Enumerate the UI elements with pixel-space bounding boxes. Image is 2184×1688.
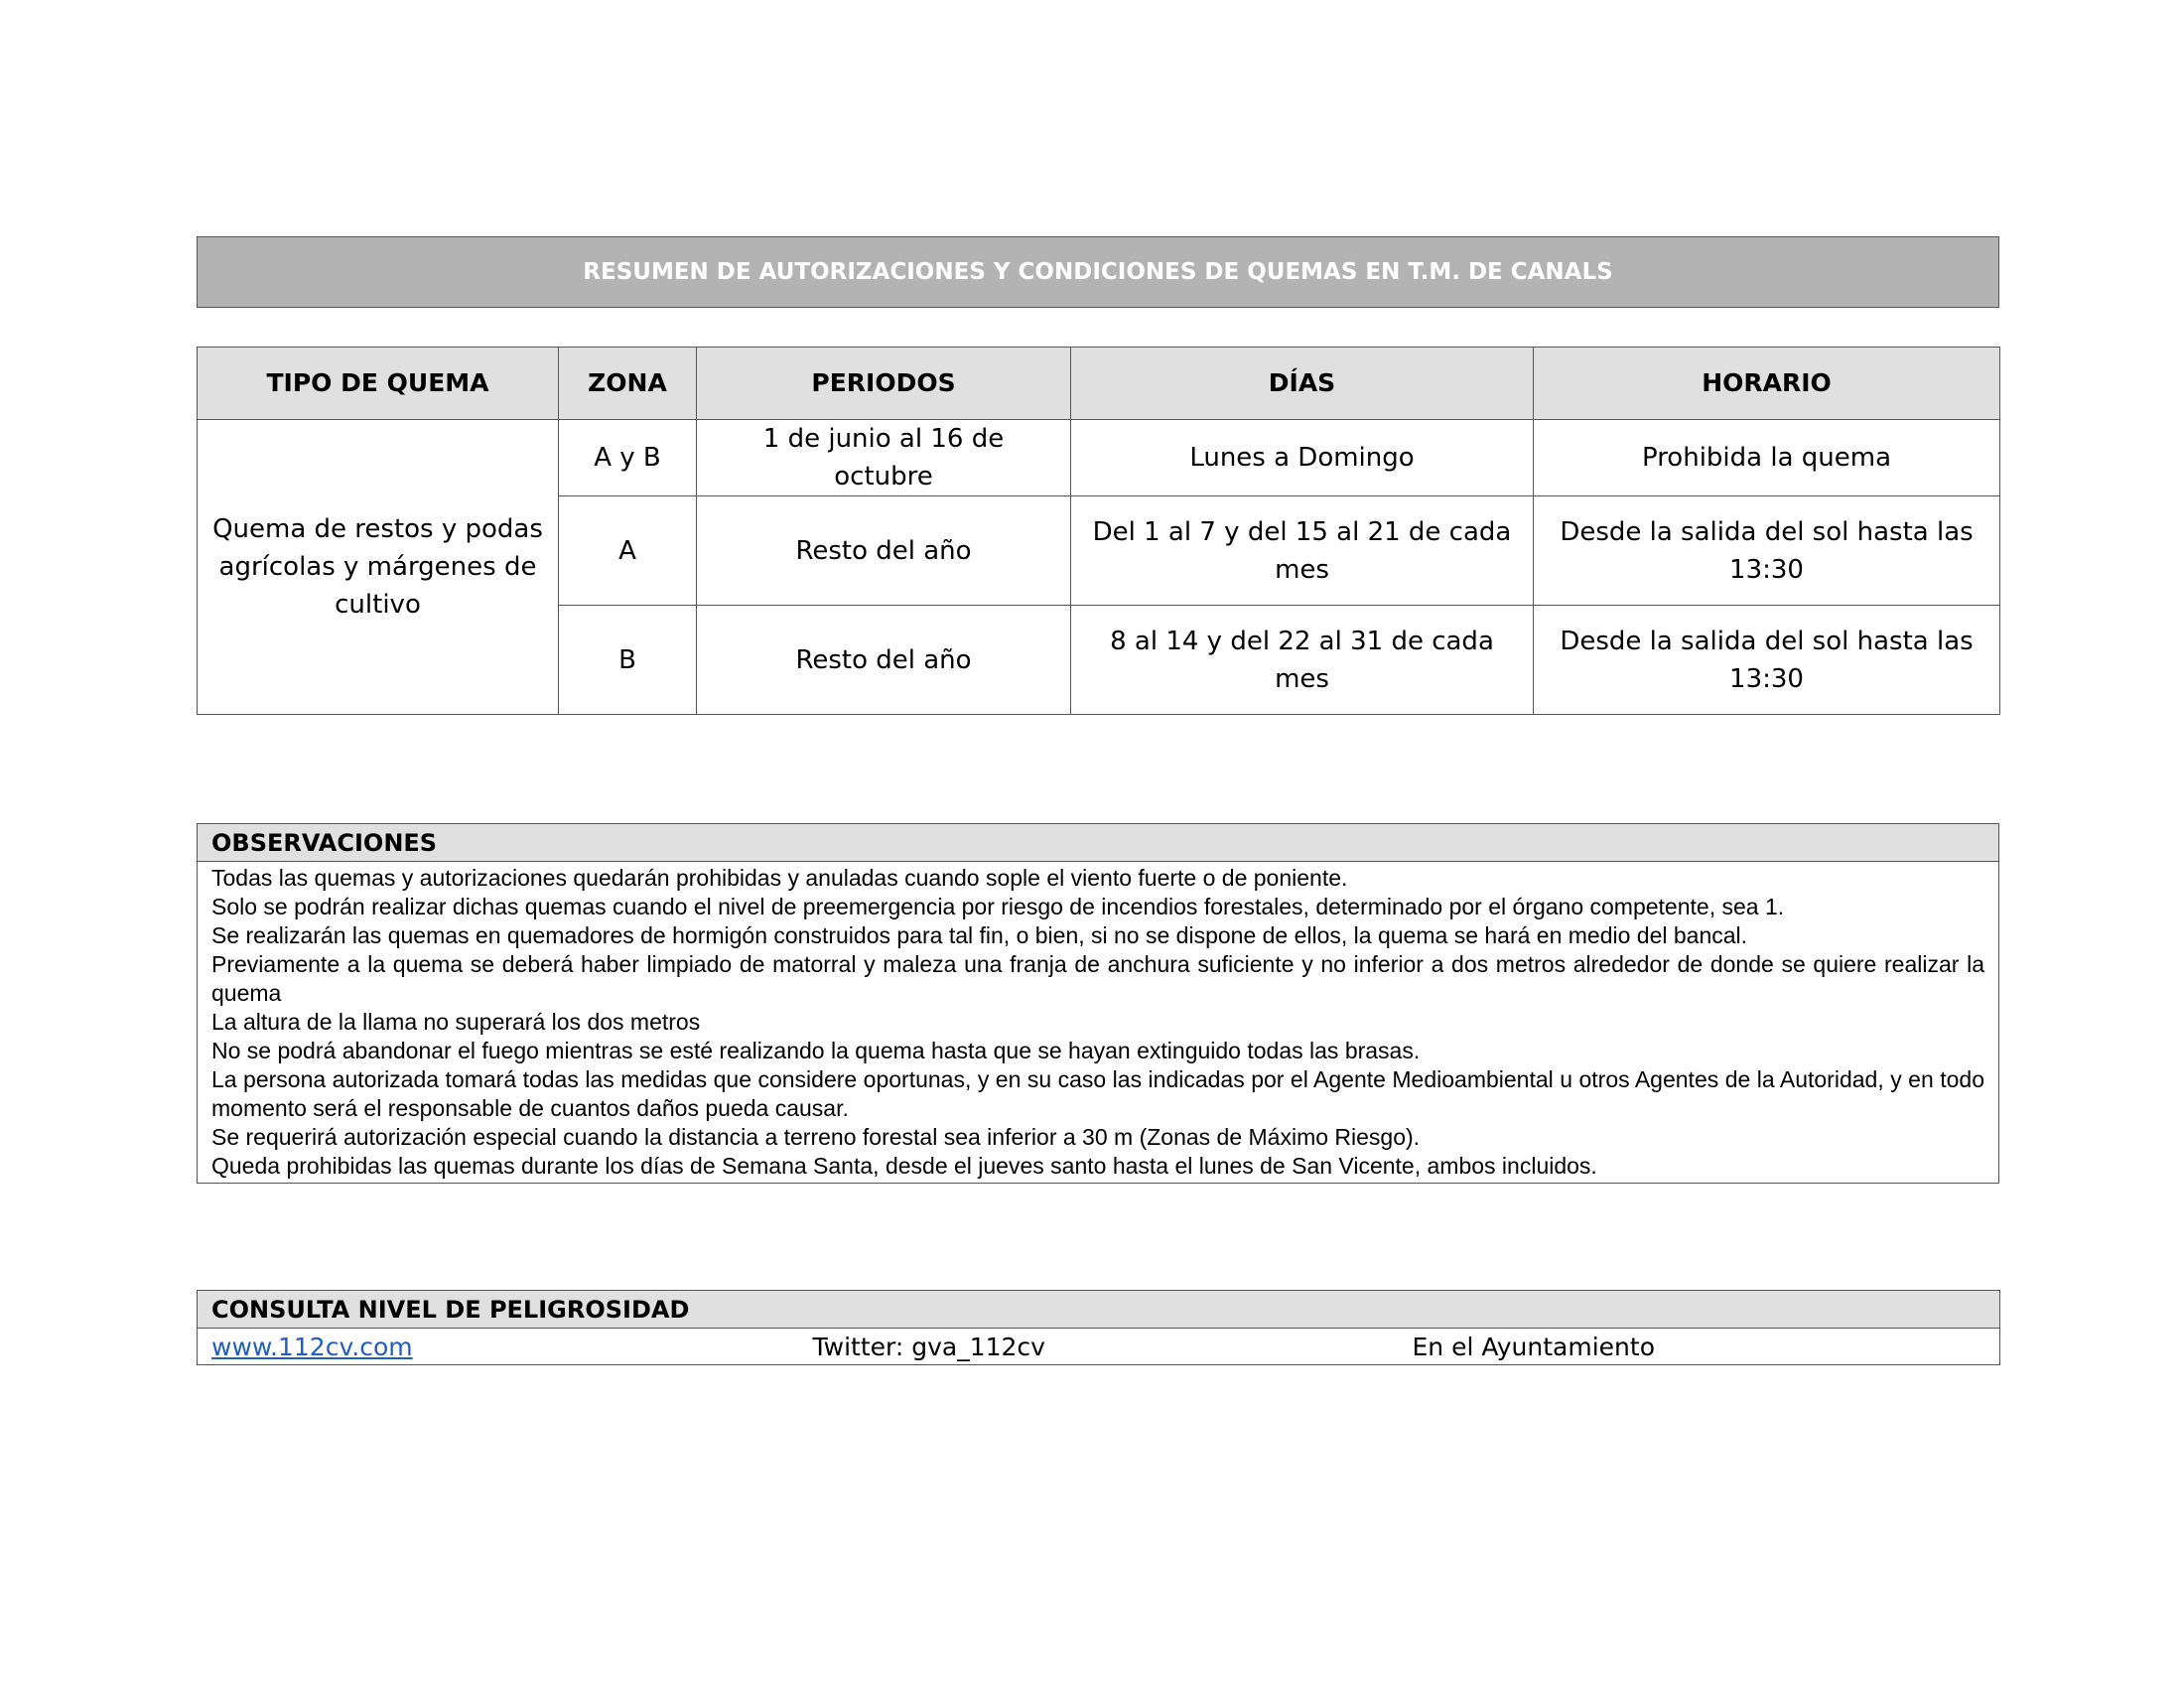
cell-horario: Desde la salida del sol hasta las 13:30 bbox=[1534, 606, 2000, 715]
document-title: RESUMEN DE AUTORIZACIONES Y CONDICIONES DE QUEMAS EN T.M. DE CANALS bbox=[197, 236, 1999, 308]
cell-periodos: Resto del año bbox=[697, 496, 1071, 606]
header-tipo-de-quema: TIPO DE QUEMA bbox=[198, 348, 559, 420]
observacion-line: Previamente a la quema se deberá haber limpiado de matorral y maleza una franja de anchura suficiente y no inferior a dos metros alrededor de donde se quiere realizar la quema bbox=[211, 951, 1984, 1006]
observacion-line: Se requerirá autorización especial cuando la distancia a terreno forestal sea inferior a 30 m (Zonas de Máximo Riesgo). bbox=[211, 1124, 1421, 1150]
table-header-row bbox=[198, 348, 2000, 420]
observacion-line: Se realizarán las quemas en quemadores de hormigón construidos para tal fin, o bien, si no se dispone de ellos, la quema se hará en medio del bancal. bbox=[211, 922, 1748, 948]
consulta-twitter: Twitter: gva_112cv bbox=[799, 1329, 1399, 1365]
observaciones-table bbox=[197, 823, 1999, 1184]
observacion-line: Queda prohibidas las quemas durante los días de Semana Santa, desde el jueves santo hasta el lunes de San Vicente, ambos incluidos. bbox=[211, 1153, 1597, 1179]
cell-zona: B bbox=[559, 606, 697, 715]
header-periodos: PERIODOS bbox=[697, 348, 1071, 420]
cell-zona: A bbox=[559, 496, 697, 606]
observaciones-body bbox=[198, 862, 1999, 1184]
cell-tipo-de-quema: Quema de restos y podas agrícolas y márgenes de cultivo bbox=[198, 420, 559, 715]
cell-dias: Lunes a Domingo bbox=[1071, 420, 1534, 496]
cell-dias: 8 al 14 y del 22 al 31 de cada mes bbox=[1071, 606, 1534, 715]
quemas-table bbox=[197, 347, 2000, 715]
consulta-web-cell bbox=[198, 1329, 799, 1365]
header-zona: ZONA bbox=[559, 348, 697, 420]
observaciones-heading: OBSERVACIONES bbox=[198, 824, 1999, 862]
cell-dias: Del 1 al 7 y del 15 al 21 de cada mes bbox=[1071, 496, 1534, 606]
observacion-line: La persona autorizada tomará todas las medidas que considere oportunas, y en su caso las indicadas por el Agente Medioambiental u otros Agentes de la Autoridad, y en todo momento será el responsable de cuantos daños pueda causar. bbox=[211, 1066, 1984, 1121]
cell-horario: Desde la salida del sol hasta las 13:30 bbox=[1534, 496, 2000, 606]
consulta-row bbox=[198, 1329, 2000, 1365]
observacion-line: Todas las quemas y autorizaciones quedarán prohibidas y anuladas cuando sople el viento fuerte o de poniente. bbox=[211, 865, 1348, 891]
web-link[interactable]: www.112cv.com bbox=[211, 1332, 413, 1361]
cell-periodos: Resto del año bbox=[697, 606, 1071, 715]
observacion-line: Solo se podrán realizar dichas quemas cuando el nivel de preemergencia por riesgo de incendios forestales, determinado por el órgano competente, sea 1. bbox=[211, 894, 1785, 919]
header-dias: DÍAS bbox=[1071, 348, 1534, 420]
observacion-line: La altura de la llama no superará los dos metros bbox=[211, 1009, 701, 1035]
consulta-ayuntamiento: En el Ayuntamiento bbox=[1399, 1329, 2000, 1365]
cell-zona: A y B bbox=[559, 420, 697, 496]
observacion-line: No se podrá abandonar el fuego mientras se esté realizando la quema hasta que se hayan extinguido todas las brasas. bbox=[211, 1038, 1421, 1063]
table-row bbox=[198, 420, 2000, 496]
cell-periodos: 1 de junio al 16 de octubre bbox=[697, 420, 1071, 496]
consulta-heading: CONSULTA NIVEL DE PELIGROSIDAD bbox=[198, 1291, 2000, 1329]
cell-horario: Prohibida la quema bbox=[1534, 420, 2000, 496]
consulta-table bbox=[197, 1290, 2000, 1365]
header-horario: HORARIO bbox=[1534, 348, 2000, 420]
